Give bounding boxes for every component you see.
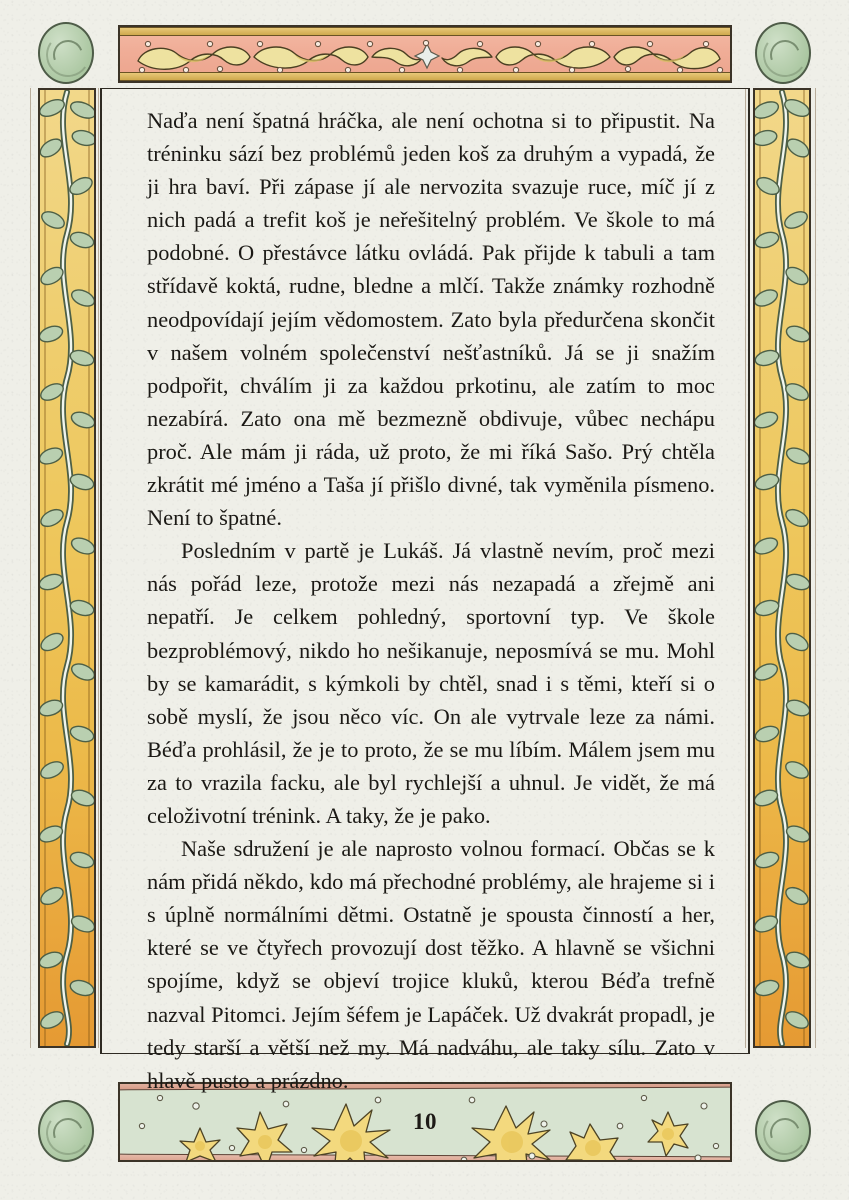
paragraph: Naše sdružení je ale naprosto volnou formací. Občas se k nám přidá někdo, kdo má přechodné problémy, ale hrajeme si i s úplně normálními dětmi. Ostatně je spousta činností a her, které se ve čtyřech provozují dost těžko. A hlavně se všichni spojíme, když se objeví trojice kluků, kterou Béďa trefně nazval Pitomci. Jejím šéfem je Lapáček. Už dvakrát propadl, je tedy starší a větší než my. Má nadváhu, ale taky sílu. Zato v hlavě pusto a prázdno. [147,836,715,1093]
top-ornament-banner [118,25,732,83]
frame-line-left-inner [98,88,99,1048]
corner-medallion-bottom-right [755,1100,811,1162]
paragraph: Naďa není špatná hráčka, ale není ochotna si to připustit. Na tréninku sází bez problémů jeden koš za druhým a vypadá, že ji hra baví. Při zápase jí ale nervozita svazuje ruce, míč jí z nich padá a trefit koš je neřešitelný problém. Ve škole to má podobné. O přestávce látku ovládá. Pak přijde k tabuli a tam střídavě koktá, rudne, bledne a mlčí. Takže známky rozhodně neodpovídají jejím vědomostem. Zato byla předurčena skončit v našem volném společenství nešťastníků. Já se ji snažím podpořit, chválím ji za každou prkotinu, ale zatím to moc nezabírá. Zato ona mě bezmezně obdivuje, vůbec nechápu proč. Ale mám ji ráda, už proto, že mi říká Sašo. Prý chtěla zkrátit mé jméno a Taša jí přišlo divné, tak vyměnila písmeno. Není to špatné. [147,108,715,531]
ribbon-wave-icon [120,27,732,83]
left-vine-panel [38,88,96,1048]
vine-icon [40,90,94,1046]
right-vine-panel [753,88,811,1048]
corner-medallion-bottom-left [38,1100,94,1162]
text-column [147,104,715,1093]
frame-line-left-outer [30,88,31,1048]
cross-icon [415,44,439,68]
vine-icon [755,90,809,1046]
corner-medallion-top-left [38,22,94,84]
page-number: 10 [413,1109,437,1134]
corner-medallion-top-right [755,22,811,84]
paragraph: Posledním v partě je Lukáš. Já vlastně nevím, proč mezi nás pořád leze, protože mezi nás nezapadá a zřejmě ani nepatří. Je celkem pohledný, sportovní typ. Ve škole bezproblémový, nikdo ho nešikanuje, neposmívá se mu. Mohl by se kamarádit, s kýmkoli by chtěl, snad i s těmi, kteří si o sobě myslí, že jsou něco víc. On ale vytrvale leze za námi. Béďa prohlásil, že je to proto, že se mu líbím. Málem jsem mu za to vrazila facku, ale byl rychlejší a uhnul. Je vidět, že má celoživotní trénink. A taky, že je pako. [147,538,715,828]
frame-line-right-outer [815,88,816,1048]
